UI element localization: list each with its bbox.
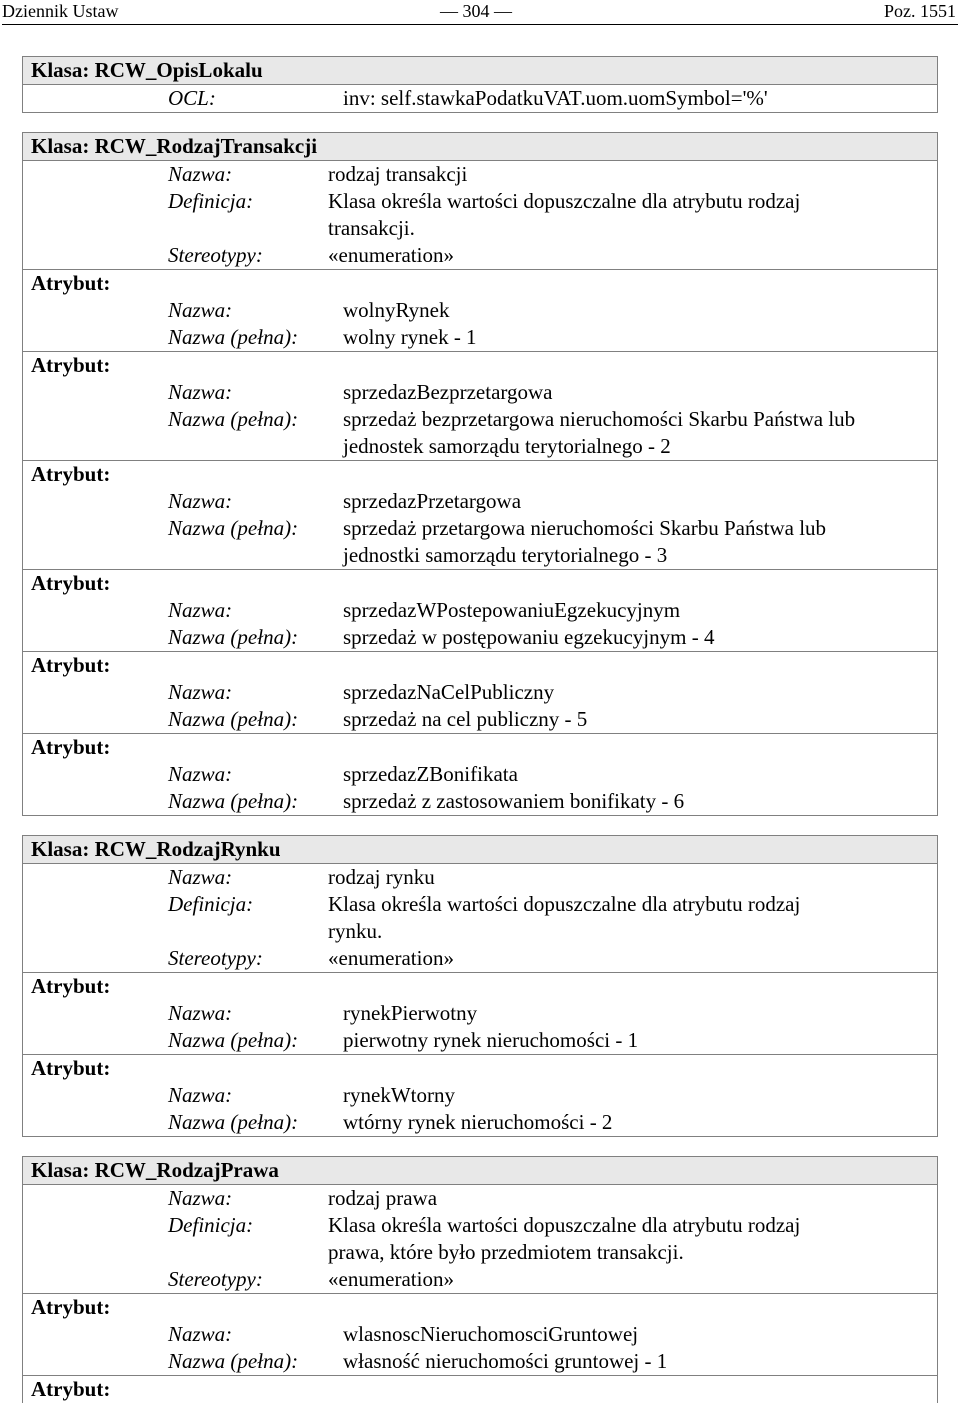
nazwa-label: Nazwa: <box>168 762 233 786</box>
attr-full-name: sprzedaż bezprzetargowa nieruchomości Skarbu Państwa lub <box>343 407 856 431</box>
attr-full-name: sprzedaż z zastosowaniem bonifikaty - 6 <box>343 789 685 813</box>
atrybut-label: Atrybut: <box>31 974 111 998</box>
atrybut-label: Atrybut: <box>31 735 111 759</box>
nazwa-label: Nazwa: <box>168 598 233 622</box>
nazwa-pelna-label: Nazwa (pełna): <box>168 516 299 540</box>
attribute-block <box>23 972 937 1054</box>
attr-name: wolnyRynek <box>343 298 450 322</box>
attr-name: sprzedazNaCelPubliczny <box>343 680 555 704</box>
attribute-block <box>23 460 937 569</box>
class-table-opis-lokalu <box>22 56 938 113</box>
definicja-value-cont: rynku. <box>328 919 383 943</box>
nazwa-pelna-label: Nazwa (pełna): <box>168 1349 299 1373</box>
class-title: Klasa: RCW_OpisLokalu <box>23 57 937 84</box>
class-meta <box>23 863 937 972</box>
nazwa-label: Nazwa: <box>168 380 233 404</box>
ocl-value: inv: self.stawkaPodatkuVAT.uom.uomSymbol='%' <box>343 86 768 110</box>
atrybut-label: Atrybut: <box>31 1295 111 1319</box>
atrybut-label: Atrybut: <box>31 1056 111 1080</box>
stereotypy-value: «enumeration» <box>328 946 454 970</box>
attr-full-name: pierwotny rynek nieruchomości - 1 <box>343 1028 639 1052</box>
attr-name: rynekWtorny <box>343 1083 455 1107</box>
attr-name: sprzedazPrzetargowa <box>343 489 522 513</box>
nazwa-pelna-label: Nazwa (pełna): <box>168 789 299 813</box>
atrybut-label: Atrybut: <box>31 353 111 377</box>
stereotypy-label: Stereotypy: <box>168 1267 263 1291</box>
nazwa-label: Nazwa: <box>168 489 233 513</box>
class-meta <box>23 160 937 269</box>
ocl-row <box>23 84 937 112</box>
attribute-block <box>23 1293 937 1375</box>
attr-name: sprzedazWPostepowaniuEgzekucyjnym <box>343 598 681 622</box>
atrybut-label: Atrybut: <box>31 462 111 486</box>
definicja-label: Definicja: <box>168 189 254 213</box>
nazwa-value: rodzaj transakcji <box>328 162 468 186</box>
attr-full-name: wtórny rynek nieruchomości - 2 <box>343 1110 613 1134</box>
nazwa-label: Nazwa: <box>168 162 233 186</box>
nazwa-label: Nazwa: <box>168 1322 233 1346</box>
attr-full-name: sprzedaż na cel publiczny - 5 <box>343 707 588 731</box>
nazwa-label: Nazwa: <box>168 298 233 322</box>
atrybut-label: Atrybut: <box>31 571 111 595</box>
nazwa-pelna-label: Nazwa (pełna): <box>168 1028 299 1052</box>
class-title: Klasa: RCW_RodzajPrawa <box>23 1157 937 1184</box>
nazwa-pelna-label: Nazwa (pełna): <box>168 407 299 431</box>
definicja-label: Definicja: <box>168 892 254 916</box>
attr-name: wlasnoscNieruchomosciGruntowej <box>343 1322 639 1346</box>
attribute-block <box>23 1054 937 1136</box>
position-number: Poz. 1551 <box>884 1 956 21</box>
nazwa-pelna-label: Nazwa (pełna): <box>168 325 299 349</box>
class-table-rodzaj-transakcji <box>22 132 938 816</box>
attr-full-name: sprzedaż w postępowaniu egzekucyjnym - 4 <box>343 625 715 649</box>
attr-full-name-cont: jednostek samorządu terytorialnego - 2 <box>343 434 671 458</box>
class-meta <box>23 1184 937 1293</box>
nazwa-label: Nazwa: <box>168 1001 233 1025</box>
page-header <box>0 0 960 22</box>
ocl-label: OCL: <box>168 86 216 110</box>
class-table-rodzaj-prawa <box>22 1156 938 1403</box>
nazwa-pelna-label: Nazwa (pełna): <box>168 1110 299 1134</box>
attr-full-name-cont: jednostki samorządu terytorialnego - 3 <box>343 543 668 567</box>
definicja-value-cont: transakcji. <box>328 216 415 240</box>
atrybut-label: Atrybut: <box>31 653 111 677</box>
attr-full-name: sprzedaż przetargowa nieruchomości Skarbu Państwa lub <box>343 516 827 540</box>
class-title: Klasa: RCW_RodzajRynku <box>23 836 937 863</box>
atrybut-label: Atrybut: <box>31 271 111 295</box>
definicja-label: Definicja: <box>168 1213 254 1237</box>
attribute-block <box>23 569 937 651</box>
definicja-value-cont: prawa, które było przedmiotem transakcji. <box>328 1240 684 1264</box>
attr-full-name: wolny rynek - 1 <box>343 325 477 349</box>
nazwa-label: Nazwa: <box>168 1186 233 1210</box>
definicja-value: Klasa określa wartości dopuszczalne dla atrybutu rodzaj <box>328 892 801 916</box>
nazwa-pelna-label: Nazwa (pełna): <box>168 707 299 731</box>
definicja-value: Klasa określa wartości dopuszczalne dla atrybutu rodzaj <box>328 189 801 213</box>
class-table-rodzaj-rynku <box>22 835 938 1137</box>
attribute-block <box>23 269 937 351</box>
atrybut-label: Atrybut: <box>31 1377 111 1401</box>
attribute-block <box>23 1375 937 1403</box>
nazwa-value: rodzaj rynku <box>328 865 435 889</box>
stereotypy-label: Stereotypy: <box>168 243 263 267</box>
journal-name: Dziennik Ustaw <box>2 1 119 21</box>
attribute-block <box>23 351 937 460</box>
stereotypy-value: «enumeration» <box>328 243 454 267</box>
stereotypy-value: «enumeration» <box>328 1267 454 1291</box>
nazwa-value: rodzaj prawa <box>328 1186 438 1210</box>
attr-full-name: własność nieruchomości gruntowej - 1 <box>343 1349 668 1373</box>
nazwa-label: Nazwa: <box>168 1083 233 1107</box>
attr-name: sprzedazBezprzetargowa <box>343 380 553 404</box>
attr-name: rynekPierwotny <box>343 1001 478 1025</box>
page-number: — 304 — <box>440 1 512 21</box>
attribute-block <box>23 651 937 733</box>
class-title: Klasa: RCW_RodzajTransakcji <box>23 133 937 160</box>
attribute-block <box>23 733 937 815</box>
stereotypy-label: Stereotypy: <box>168 946 263 970</box>
nazwa-pelna-label: Nazwa (pełna): <box>168 625 299 649</box>
header-rule <box>2 24 958 25</box>
definicja-value: Klasa określa wartości dopuszczalne dla atrybutu rodzaj <box>328 1213 801 1237</box>
attr-name: sprzedazZBonifikata <box>343 762 518 786</box>
nazwa-label: Nazwa: <box>168 680 233 704</box>
nazwa-label: Nazwa: <box>168 865 233 889</box>
document-body <box>22 56 938 1422</box>
